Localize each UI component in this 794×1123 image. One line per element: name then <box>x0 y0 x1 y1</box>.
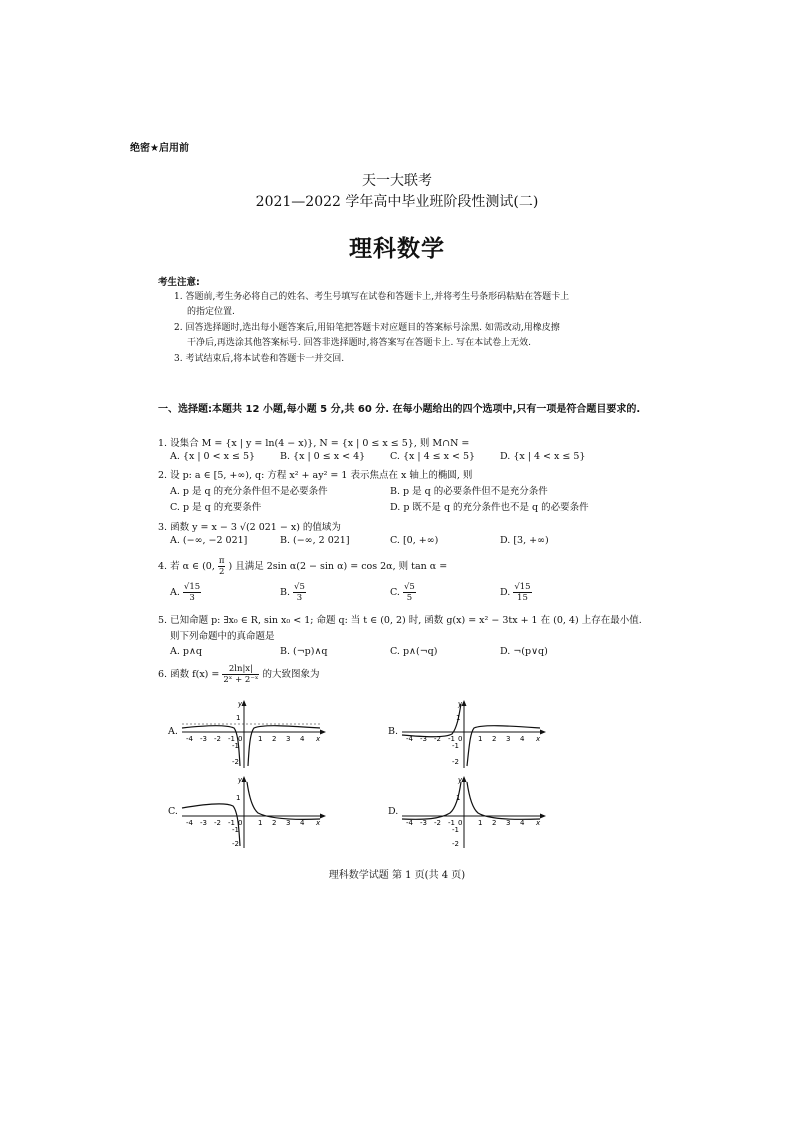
x-axis-arrow <box>540 730 546 735</box>
tick-neg4: -4 <box>406 735 413 743</box>
tick-1: 1 <box>258 735 263 743</box>
question-2-stem: 2. 设 p: a ∈ [5, +∞), q: 方程 x² + ay² = 1 表示焦点在 x 轴上的椭圆, 则 <box>158 470 473 481</box>
tick-zero: 0 <box>238 819 243 827</box>
q4-pi-fraction <box>218 556 226 577</box>
y-tick-1: 1 <box>236 714 241 722</box>
y-axis-arrow <box>242 700 247 706</box>
q2-option-a: A. p 是 q 的充分条件但不是必要条件 <box>170 486 328 497</box>
notice-heading: 考生注意: <box>158 277 200 288</box>
tick-neg3: -3 <box>200 819 207 827</box>
tick-zero: 0 <box>458 735 463 743</box>
q4-c-numerator: √5 <box>403 582 415 592</box>
q3-option-a: A. (−∞, −2 021] <box>170 535 248 546</box>
tick-neg3: -3 <box>420 735 427 743</box>
tick-4: 4 <box>520 819 525 827</box>
q6-function-fraction <box>222 664 259 685</box>
q6-graph-b <box>400 698 550 770</box>
q5-option-b: B. (¬p)∧q <box>280 646 328 657</box>
y-axis-arrow <box>242 776 247 782</box>
tick-neg4: -4 <box>406 819 413 827</box>
q6-option-b-label: B. <box>388 726 399 737</box>
q4-option-a <box>170 582 201 603</box>
question-6-stem <box>158 664 319 685</box>
page-footer: 理科数学试题 第 1 页(共 4 页) <box>328 870 466 881</box>
y-axis-arrow <box>462 776 467 782</box>
tick-neg1: -1 <box>448 735 455 743</box>
tick-neg1: -1 <box>228 819 235 827</box>
notice-item-2-cont: 干净后,再选涂其他答案标号. 回答非选择题时,将答案写在答题卡上. 写在本试卷上无效. <box>187 338 532 348</box>
q1-option-a: A. {x | 0 < x ≤ 5} <box>170 451 256 462</box>
notice-item-3: 3. 考试结束后,将本试卷和答题卡一并交回. <box>174 354 345 364</box>
tick-neg2: -2 <box>214 819 221 827</box>
q4-stem-start: 4. 若 α ∈ (0, <box>158 561 218 572</box>
y-tick-neg1: -1 <box>452 826 459 834</box>
tick-zero: 0 <box>458 819 463 827</box>
y-label: y <box>238 776 243 784</box>
q2-option-b: B. p 是 q 的必要条件但不是充分条件 <box>390 486 548 497</box>
y-tick-neg2: -2 <box>452 758 459 766</box>
tick-1: 1 <box>478 819 483 827</box>
question-1-stem: 1. 设集合 M = {x | y = ln(4 − x)}, N = {x | 0 ≤ x ≤ 5}, 则 M∩N = <box>158 438 470 449</box>
y-tick-neg2: -2 <box>232 840 239 848</box>
x-label: x <box>536 735 541 743</box>
y-tick-neg1: -1 <box>232 826 239 834</box>
tick-3: 3 <box>506 819 511 827</box>
q6-graph-d <box>400 774 550 850</box>
q4-pi-denominator: 2 <box>218 567 225 577</box>
q1-option-d: D. {x | 4 < x ≤ 5} <box>500 451 586 462</box>
curve-right <box>247 782 320 819</box>
notice-item-1-cont: 的指定位置. <box>187 307 235 317</box>
tick-3: 3 <box>286 819 291 827</box>
tick-neg2: -2 <box>434 819 441 827</box>
q4-option-c-label: C. <box>390 587 400 598</box>
confidential-label: 绝密★启用前 <box>130 143 189 154</box>
q6-stem-end: 的大致图象为 <box>262 669 320 680</box>
y-tick-1: 1 <box>456 714 461 722</box>
q6-denominator: 2ˣ + 2⁻ˣ <box>223 675 259 685</box>
q6-option-a-label: A. <box>168 726 178 737</box>
q4-b-denominator: 3 <box>296 593 303 603</box>
y-label: y <box>238 700 243 708</box>
q4-option-a-label: A. <box>170 587 180 598</box>
question-3-stem: 3. 函数 y = x − 3 √(2 021 − x) 的值域为 <box>158 522 341 533</box>
q2-option-d: D. p 既不是 q 的充分条件也不是 q 的必要条件 <box>390 502 589 513</box>
q2-option-c: C. p 是 q 的充要条件 <box>170 502 262 513</box>
y-tick-neg2: -2 <box>452 840 459 848</box>
q4-d-numerator: √15 <box>514 582 531 592</box>
tick-neg4: -4 <box>186 819 193 827</box>
q6-option-c-label: C. <box>168 806 178 817</box>
q4-option-b <box>280 582 306 603</box>
q6-graph-a <box>180 698 330 770</box>
tick-1: 1 <box>478 735 483 743</box>
tick-3: 3 <box>286 735 291 743</box>
x-label: x <box>316 735 321 743</box>
q6-graph-c <box>180 774 330 850</box>
q1-option-c: C. {x | 4 ≤ x < 5} <box>390 451 476 462</box>
tick-zero: 0 <box>238 735 243 743</box>
tick-neg1: -1 <box>228 735 235 743</box>
tick-2: 2 <box>272 819 277 827</box>
y-tick-neg2: -2 <box>232 758 239 766</box>
notice-item-2: 2. 回答选择题时,选出每小题答案后,用铅笔把答题卡对应题目的答案标号涂黑. 如需改动,用橡皮擦 <box>174 323 560 333</box>
tick-neg3: -3 <box>420 819 427 827</box>
tick-4: 4 <box>520 735 525 743</box>
q1-option-b: B. {x | 0 ≤ x < 4} <box>280 451 366 462</box>
q6-numerator: 2ln|x| <box>222 664 259 675</box>
tick-2: 2 <box>492 735 497 743</box>
x-axis-arrow <box>540 814 546 819</box>
q4-stem-end: ) 且满足 2sin α(2 − sin α) = cos 2α, 则 tan α = <box>228 561 448 572</box>
curve-right <box>467 782 540 819</box>
q3-option-b: B. (−∞, 2 021] <box>280 535 350 546</box>
tick-neg2: -2 <box>214 735 221 743</box>
q4-b-numerator: √5 <box>294 582 305 592</box>
tick-neg1: -1 <box>448 819 455 827</box>
y-tick-1: 1 <box>456 794 461 802</box>
q4-option-b-fraction <box>293 582 306 603</box>
question-4-stem <box>158 556 447 577</box>
q4-option-a-fraction <box>183 582 201 603</box>
tick-3: 3 <box>506 735 511 743</box>
question-5-stem: 5. 已知命题 p: ∃x₀ ∈ R, sin x₀ < 1; 命题 q: 当 t ∈ (0, 2) 时, 函数 g(x) = x² − 3tx + 1 在 (0, 4) 上存在最小值. <box>158 615 642 626</box>
tick-2: 2 <box>272 735 277 743</box>
question-5-stem-2: 则下列命题中的真命题是 <box>170 631 275 642</box>
q4-pi-numerator: π <box>218 556 225 566</box>
q4-d-denominator: 15 <box>517 593 528 603</box>
y-axis-arrow <box>462 700 467 706</box>
tick-2: 2 <box>492 819 497 827</box>
y-tick-neg1: -1 <box>452 742 459 750</box>
y-tick-neg1: -1 <box>232 742 239 750</box>
y-tick-1: 1 <box>236 794 241 802</box>
q3-option-d: D. [3, +∞) <box>500 535 549 546</box>
section-title: 一、选择题:本题共 12 小题,每小题 5 分,共 60 分. 在每小题给出的四个选项中,只有一项是符合题目要求的. <box>158 404 641 415</box>
tick-4: 4 <box>300 735 305 743</box>
tick-neg2: -2 <box>434 735 441 743</box>
curve-left <box>402 782 461 819</box>
q4-option-d-fraction <box>513 582 531 603</box>
q5-option-d: D. ¬(p∨q) <box>500 646 548 657</box>
q4-a-numerator: √15 <box>183 582 201 592</box>
q5-option-c: C. p∧(¬q) <box>390 646 438 657</box>
tick-1: 1 <box>258 819 263 827</box>
x-axis-arrow <box>320 730 326 735</box>
x-axis-arrow <box>320 814 326 819</box>
y-label: y <box>458 776 463 784</box>
q5-option-a: A. p∧q <box>170 646 203 657</box>
x-label: x <box>316 819 321 827</box>
q4-option-c-fraction <box>403 582 416 603</box>
q4-option-d-label: D. <box>500 587 511 598</box>
y-label: y <box>458 700 463 708</box>
q4-option-b-label: B. <box>280 587 291 598</box>
q4-c-denominator: 5 <box>406 593 413 603</box>
notice-item-1: 1. 答题前,考生务必将自己的姓名、考生号填写在试卷和答题卡上,并将考生号条形码粘贴在答题卡上 <box>174 292 570 302</box>
q4-option-c <box>390 582 416 603</box>
q4-a-denominator: 3 <box>189 593 195 603</box>
q4-option-d <box>500 582 532 603</box>
tick-neg4: -4 <box>186 735 193 743</box>
tick-neg3: -3 <box>200 735 207 743</box>
q3-option-c: C. [0, +∞) <box>390 535 439 546</box>
q6-option-d-label: D. <box>388 806 399 817</box>
q6-stem-start: 6. 函数 f(x) = <box>158 669 223 680</box>
exam-title: 2021—2022 学年高中毕业班阶段性测试(二) <box>255 194 539 210</box>
tick-4: 4 <box>300 819 305 827</box>
subject-title: 理科数学 <box>349 236 445 262</box>
x-label: x <box>536 819 541 827</box>
exam-organizer: 天一大联考 <box>362 173 432 189</box>
